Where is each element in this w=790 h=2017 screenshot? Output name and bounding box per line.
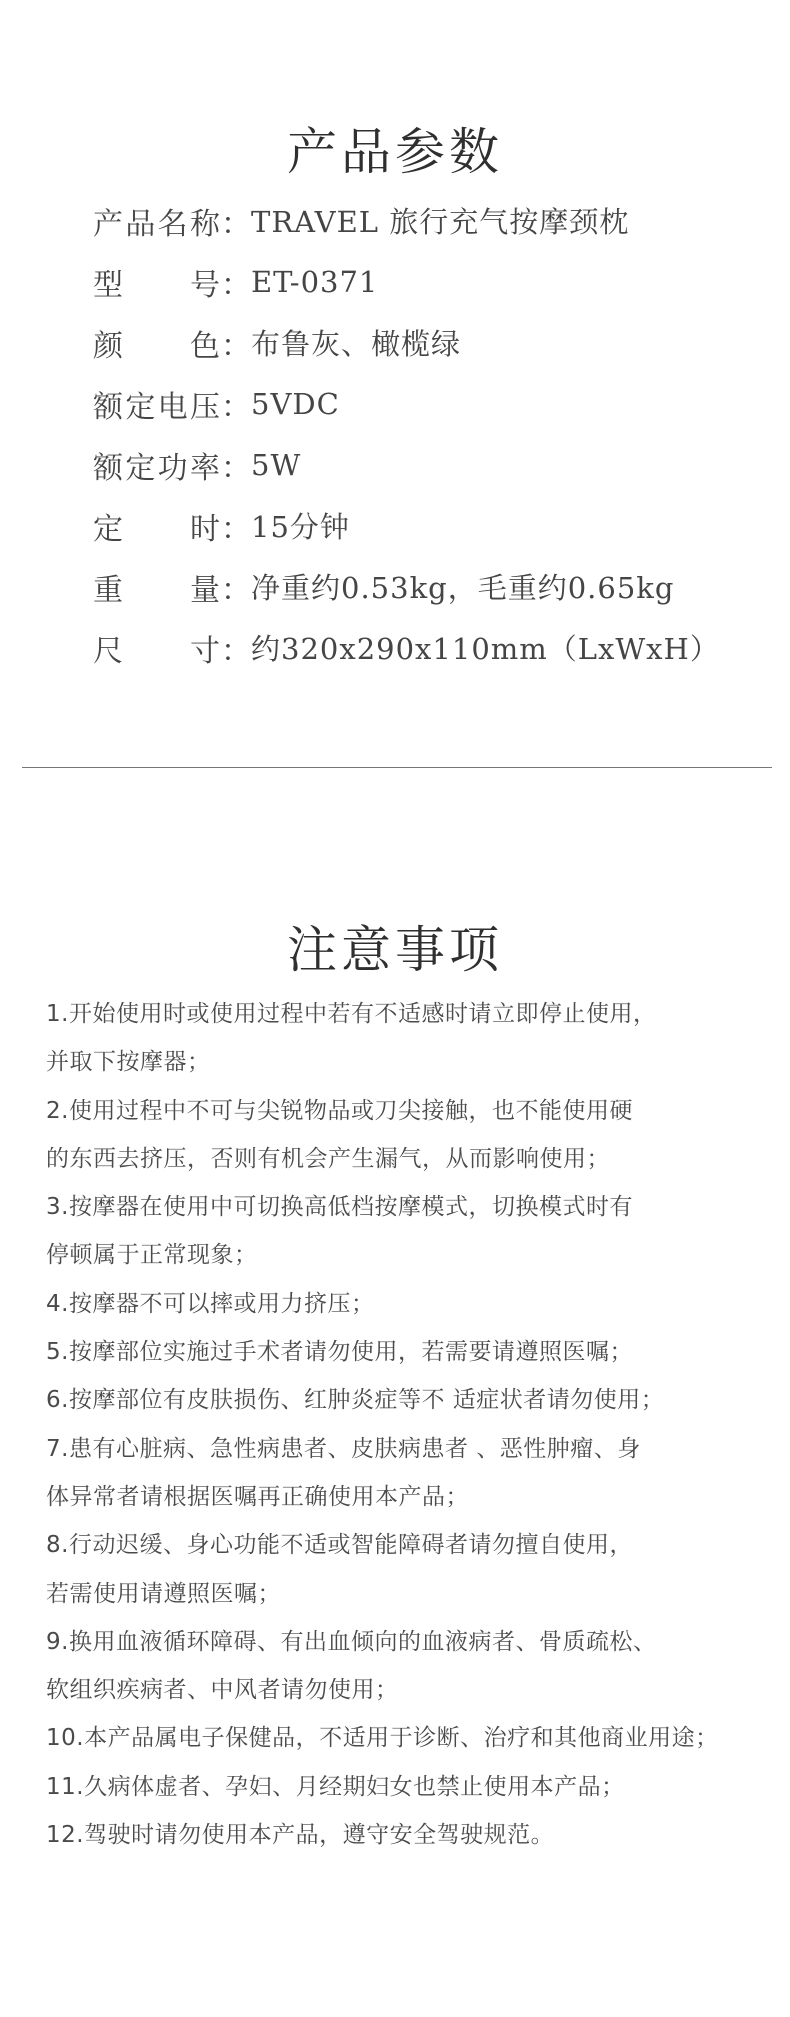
notice-line: 12.驾驶时请勿使用本产品，遵守安全驾驶规范。 — [46, 1822, 555, 1849]
spec-row-timer — [93, 495, 753, 556]
spec-value: 净重约0.53kg，毛重约0.65kg — [251, 571, 675, 605]
spec-value: 15分钟 — [251, 510, 350, 544]
spec-row-model — [93, 251, 753, 312]
spec-colon: ： — [221, 267, 252, 303]
notice-section-title: 注意事项 — [287, 920, 503, 979]
spec-colon: ： — [221, 206, 252, 242]
notice-line: 体异常者请根据医嘱再正确使用本产品； — [46, 1483, 469, 1510]
spec-list — [93, 190, 753, 678]
spec-colon: ： — [221, 572, 252, 608]
spec-row-rated-voltage — [93, 373, 753, 434]
notice-line: 9.换用血液循环障碍、有出血倾向的血液病者、骨质疏松、 — [46, 1628, 657, 1655]
spec-label: 产品名称 — [93, 206, 221, 242]
spec-row-product-name — [93, 190, 753, 251]
spec-value: 5VDC — [251, 386, 340, 421]
spec-row-color — [93, 312, 753, 373]
notice-line: 停顿属于正常现象； — [46, 1242, 258, 1269]
notice-line: 5.按摩部位实施过手术者请勿使用，若需要请遵照医嘱； — [46, 1339, 633, 1366]
notice-line: 4.按摩器不可以摔或用力挤压； — [46, 1290, 375, 1317]
spec-label: 定时 — [93, 511, 221, 547]
spec-colon: ： — [221, 633, 252, 669]
spec-label: 颜色 — [93, 328, 221, 364]
notice-line: 11.久病体虚者、孕妇、月经期妇女也禁止使用本产品； — [46, 1773, 625, 1800]
notice-line: 1.开始使用时或使用过程中若有不适感时请立即停止使用， — [46, 1001, 657, 1027]
spec-label: 型号 — [93, 267, 221, 303]
notice-line: 2.使用过程中不可与尖锐物品或刀尖接触，也不能使用硬 — [46, 1097, 633, 1124]
spec-value: 5W — [251, 447, 302, 482]
spec-label: 重量 — [93, 572, 221, 608]
spec-row-size — [93, 617, 753, 678]
notice-line: 8.行动迟缓、身心功能不适或智能障碍者请勿擅自使用， — [46, 1532, 633, 1559]
notice-line: 7.患有心脏病、急性病患者、皮肤病患者 、恶性肿瘤、身 — [46, 1435, 641, 1462]
notice-line: 若需使用请遵照医嘱； — [46, 1580, 281, 1607]
spec-colon: ： — [221, 511, 252, 547]
spec-colon: ： — [221, 450, 252, 486]
spec-colon: ： — [221, 328, 252, 364]
notice-line: 的东西去挤压，否则有机会产生漏气，从而影响使用； — [46, 1145, 610, 1172]
spec-colon: ： — [221, 389, 252, 425]
notice-list — [46, 990, 766, 1859]
spec-value: 布鲁灰、橄榄绿 — [251, 327, 462, 361]
spec-label: 额定电压 — [93, 389, 221, 425]
notice-line: 6.按摩部位有皮肤损伤、红肿炎症等不 适症状者请勿使用； — [46, 1387, 665, 1414]
notice-line: 3.按摩器在使用中可切换高低档按摩模式，切换模式时有 — [46, 1194, 633, 1221]
spec-row-weight — [93, 556, 753, 617]
notice-line: 10.本产品属电子保健品，不适用于诊断、治疗和其他商业用途； — [46, 1725, 719, 1752]
spec-value: 约320x290x110mm（LxWxH） — [251, 632, 720, 666]
spec-value: ET-0371 — [251, 264, 379, 299]
spec-label: 额定功率 — [93, 450, 221, 486]
spec-value: TRAVEL 旅行充气按摩颈枕 — [251, 205, 630, 239]
spec-section-title: 产品参数 — [287, 122, 503, 181]
notice-line: 软组织疾病者、中风者请勿使用； — [46, 1677, 399, 1704]
section-divider — [22, 767, 772, 768]
spec-label: 尺寸 — [93, 633, 221, 669]
spec-row-rated-power — [93, 434, 753, 495]
notice-line: 并取下按摩器； — [46, 1049, 211, 1076]
